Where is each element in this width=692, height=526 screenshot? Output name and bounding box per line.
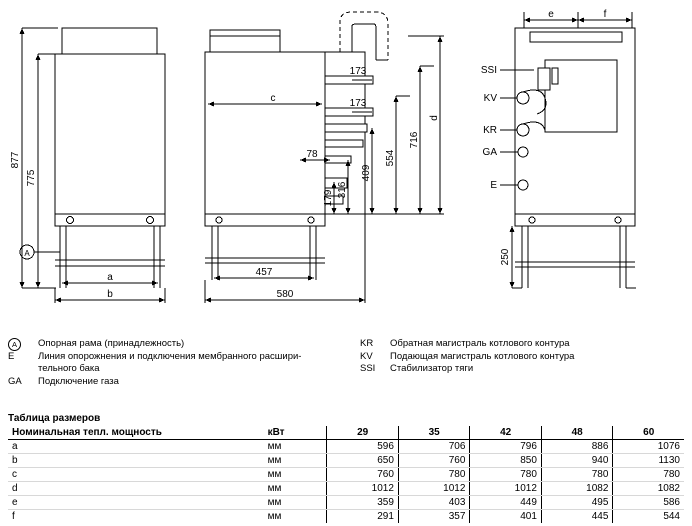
dim-c: c bbox=[270, 93, 276, 104]
dim-a: a bbox=[107, 272, 113, 283]
cell-f-35: 357 bbox=[398, 510, 470, 524]
dimension-table-title: Таблица размеров bbox=[8, 413, 101, 424]
cell-b-35: 760 bbox=[398, 454, 470, 468]
cell-c-48: 780 bbox=[541, 468, 613, 482]
table-row bbox=[8, 440, 684, 454]
table-row bbox=[8, 468, 684, 482]
cell-c-60: 780 bbox=[613, 468, 684, 482]
legend-text-E-line2: тельного бака bbox=[38, 363, 100, 374]
header-power-29: 29 bbox=[327, 426, 399, 440]
dim-775: 775 bbox=[26, 169, 37, 187]
row-unit-d: мм bbox=[264, 482, 327, 496]
header-power-42: 42 bbox=[470, 426, 542, 440]
row-label-d: d bbox=[8, 482, 264, 496]
label-KR: KR bbox=[483, 125, 497, 136]
header-power-48: 48 bbox=[541, 426, 613, 440]
dim-173-bottom: 173 bbox=[349, 98, 367, 109]
legend-item-GA bbox=[8, 376, 348, 389]
dimension-table bbox=[8, 426, 684, 523]
header-power-35: 35 bbox=[398, 426, 470, 440]
legend-item-KV bbox=[360, 351, 690, 364]
dim-f: f bbox=[603, 9, 607, 20]
cell-d-42: 1012 bbox=[470, 482, 542, 496]
cell-a-35: 706 bbox=[398, 440, 470, 454]
legend-text-KR: Обратная магистраль котлового контура bbox=[390, 338, 570, 349]
legend-key-A bbox=[8, 338, 34, 352]
circle-a-icon: A bbox=[8, 338, 21, 351]
legend-text-SSI: Стабилизатор тяги bbox=[390, 363, 474, 374]
row-label-f: f bbox=[12, 511, 15, 522]
cell-f-48: 445 bbox=[541, 510, 613, 524]
header-power-60: 60 bbox=[613, 426, 684, 440]
legend-key-KV: KV bbox=[360, 350, 373, 362]
legend-text-KV: Подающая магистраль котлового контура bbox=[390, 350, 575, 362]
cell-f-42: 401 bbox=[470, 510, 542, 524]
dim-d: d bbox=[429, 115, 440, 121]
cell-a-42: 796 bbox=[470, 440, 542, 454]
legend-item-KR bbox=[360, 338, 690, 351]
legend-column-left bbox=[8, 338, 348, 388]
row-unit-a: мм bbox=[264, 440, 327, 454]
legend-key-SSI: SSI bbox=[360, 363, 376, 374]
legend-text-E-line1: Линия опорожнения и подключения мембранного расшири- bbox=[38, 350, 302, 362]
cell-e-35: 403 bbox=[398, 496, 470, 510]
cell-e-42: 449 bbox=[470, 496, 542, 510]
label-E: E bbox=[490, 180, 497, 191]
table-row bbox=[8, 454, 684, 468]
cell-e-48: 495 bbox=[541, 496, 613, 510]
dim-250: 250 bbox=[500, 248, 511, 266]
row-unit-c: мм bbox=[264, 468, 327, 482]
cell-e-60: 586 bbox=[613, 496, 684, 510]
cell-a-60: 1076 bbox=[613, 440, 684, 454]
table-header-row bbox=[8, 426, 684, 440]
dim-409: 409 bbox=[361, 164, 372, 182]
cell-a-48: 886 bbox=[541, 440, 613, 454]
row-label-c: c bbox=[8, 468, 264, 482]
cell-d-60: 1082 bbox=[613, 482, 684, 496]
cell-e-29: 359 bbox=[327, 496, 399, 510]
cell-b-48: 940 bbox=[541, 454, 613, 468]
label-KV: KV bbox=[483, 93, 497, 104]
header-unit: кВт bbox=[267, 427, 285, 438]
dim-173-top: 173 bbox=[349, 66, 367, 77]
cell-b-29: 650 bbox=[327, 454, 399, 468]
cell-f-60: 544 bbox=[613, 510, 684, 524]
cell-b-42: 850 bbox=[470, 454, 542, 468]
label-SSI: SSI bbox=[480, 65, 497, 76]
cell-f-29: 291 bbox=[327, 510, 399, 524]
dim-580: 580 bbox=[276, 289, 294, 300]
cell-d-29: 1012 bbox=[327, 482, 399, 496]
row-label-e: e bbox=[8, 496, 264, 510]
row-unit-e: мм bbox=[264, 496, 327, 510]
legend-key-KR: KR bbox=[360, 338, 374, 349]
row-unit-f: мм bbox=[267, 511, 282, 522]
marker-A: A bbox=[24, 249, 30, 258]
cell-b-60: 1130 bbox=[613, 454, 684, 468]
dim-78: 78 bbox=[306, 149, 318, 160]
table-row bbox=[8, 496, 684, 510]
dim-457: 457 bbox=[255, 267, 273, 278]
table-row bbox=[8, 510, 684, 524]
legend-text-A: Опорная рама (принадлежность) bbox=[38, 338, 185, 349]
legend-item-E bbox=[8, 351, 348, 376]
legend-text-GA: Подключение газа bbox=[38, 375, 119, 387]
row-unit-b: мм bbox=[264, 454, 327, 468]
cell-c-35: 780 bbox=[398, 468, 470, 482]
legend-key-E: E bbox=[8, 350, 15, 362]
dim-716: 716 bbox=[409, 131, 420, 149]
legend-key-GA: GA bbox=[8, 375, 22, 387]
cell-d-35: 1012 bbox=[398, 482, 470, 496]
cell-a-29: 596 bbox=[327, 440, 399, 454]
cell-d-48: 1082 bbox=[541, 482, 613, 496]
dim-554: 554 bbox=[385, 149, 396, 167]
dim-e: e bbox=[548, 9, 554, 20]
label-GA: GA bbox=[482, 147, 497, 158]
table-row bbox=[8, 482, 684, 496]
legend-item-SSI bbox=[360, 363, 690, 376]
dim-316: 316 bbox=[337, 181, 348, 199]
cell-c-29: 760 bbox=[327, 468, 399, 482]
dim-b: b bbox=[107, 289, 113, 300]
legend-item-A bbox=[8, 338, 348, 351]
legend-column-right bbox=[360, 338, 690, 376]
cell-c-42: 780 bbox=[470, 468, 542, 482]
dim-877: 877 bbox=[10, 151, 21, 169]
row-label-b: b bbox=[8, 454, 264, 468]
dim-179: 179 bbox=[323, 189, 334, 207]
header-label: Номинальная тепл. мощность bbox=[12, 427, 162, 438]
row-label-a: a bbox=[8, 440, 264, 454]
